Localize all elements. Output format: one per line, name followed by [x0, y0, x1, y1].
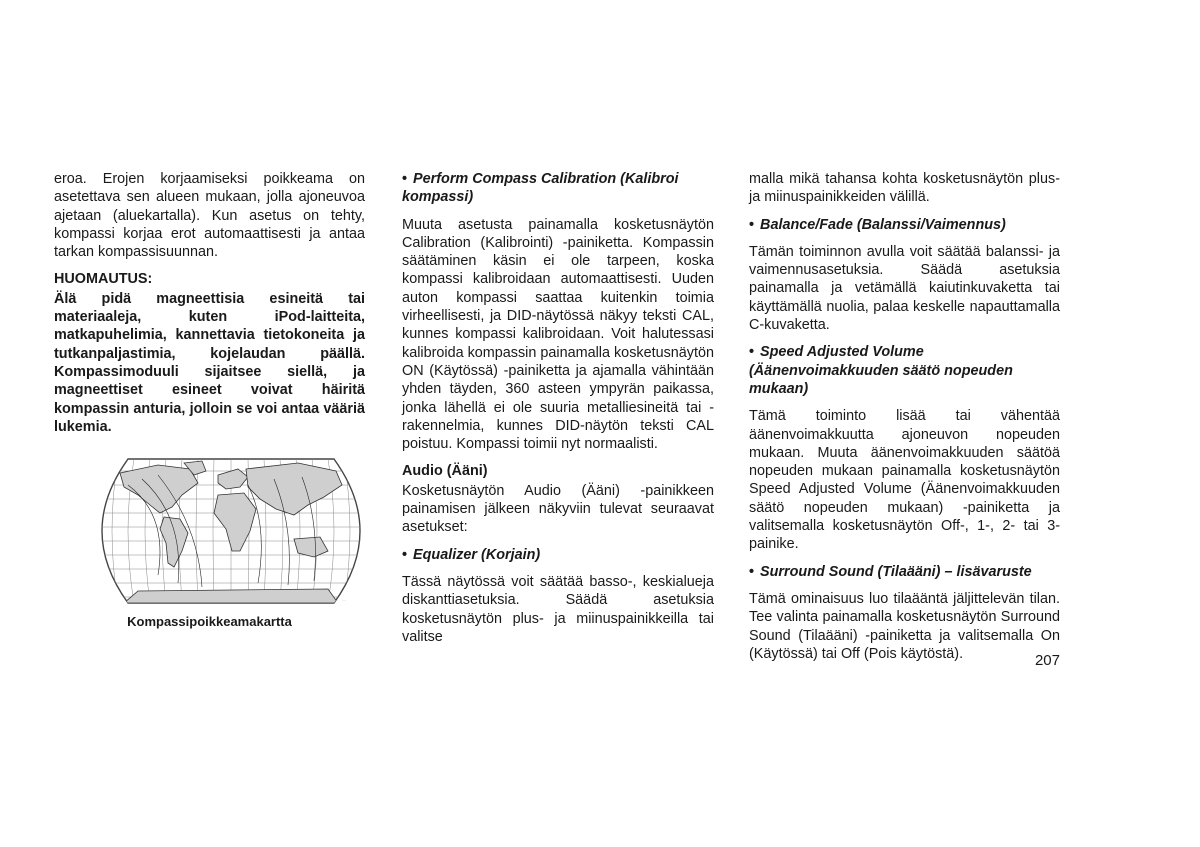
svg-text:····: ····	[342, 598, 346, 602]
bullet-dot: •	[402, 171, 408, 187]
speed-adjusted-volume-paragraph: Tämä toiminto lisää tai vähentää äänenvoimakkuutta ajoneuvon nopeuden mukaan. Muuta äänenvoimakkuuden säätöä nopeuden mukaan painamalla kosketusnäytön Speed Adjusted Volume (Äänenvoimakkuuden säätö nopeuden mukaan) -painiketta ja valitsemalla kosketusnäytön Off-, 1-, 2- tai 3-painike.	[749, 408, 1060, 553]
note-heading: HUOMAUTUS:	[54, 271, 153, 288]
page-number: 207	[1034, 652, 1060, 669]
bullet-label: Surround Sound (Tilaääni) – lisävaruste	[760, 563, 1032, 580]
compass-variance-map	[98, 455, 364, 607]
surround-sound-paragraph: Tämä ominaisuus luo tilaääntä jäljittelevän tilan. Tee valinta painamalla kosketusnäytön Surround Sound (Tilaääni) -painiketta ja valitsemalla On (Käytössä) tai Off (Pois käytöstä).	[749, 590, 1060, 662]
world-map-image	[98, 455, 364, 607]
bullet-surround-sound	[749, 563, 1060, 581]
equalizer-paragraph: Tässä näytössä voit säätää basso-, keskialueja diskanttiasetuksia. Säädä asetuksia kosketusnäytön plus- ja miinuspainikkeilla tai valitse	[402, 573, 714, 645]
intro-paragraph: eroa. Erojen korjaamiseksi poikkeama on asetettava sen alueen mukaan, jolla ajoneuvoa ajetaan (aluekartalla). Kun asetus on tehty, kompassi korjaa erot automaattisesti ja antaa tarkan kompassisuunnan.	[54, 171, 365, 261]
audio-paragraph: Kosketusnäytön Audio (Ääni) -painikkeen painamisen jälkeen näkyviin tulevat seuraavat asetukset:	[402, 482, 714, 536]
figure-caption: Kompassipoikkeamakartta	[127, 614, 292, 629]
audio-heading: Audio (Ääni)	[402, 463, 488, 480]
column-right	[749, 170, 1060, 672]
column-left	[54, 170, 365, 436]
column-middle	[402, 170, 714, 655]
bullet-dot: •	[749, 216, 755, 233]
bullet-speed-adjusted-volume	[749, 343, 1060, 398]
bullet-equalizer	[402, 546, 714, 564]
bullet-balance-fade	[749, 216, 1060, 234]
bullet-label: Balance/Fade (Balanssi/Vaimennus)	[760, 216, 1006, 233]
note-text: Älä pidä magneettisia esineitä tai materiaaleja, kuten iPod-laitteita, matkapuhelimia, kannettavia tietokoneita ja tutkanpaljastimia, kojelaudan päällä. Kompassimoduuli sijaitsee siellä, ja magneettiset esineet voivat häiritä kompassin anturia, jolloin se voi antaa vääriä lukemia.	[54, 290, 365, 435]
bullet-dot: •	[749, 344, 755, 361]
bullet-label: Perform Compass Calibration (Kalibroi kompassi)	[402, 171, 679, 206]
bullet-dot: •	[402, 546, 408, 563]
continued-paragraph: malla mikä tahansa kohta kosketusnäytön plus- ja miinuspainikkeiden välillä.	[749, 171, 1060, 206]
bullet-compass-calibration	[402, 170, 714, 207]
bullet-label: Speed Adjusted Volume (Äänenvoimakkuuden säätö nopeuden mukaan)	[749, 344, 1013, 397]
bullet-dot: •	[749, 563, 755, 580]
compass-calibration-paragraph: Muuta asetusta painamalla kosketusnäytön Calibration (Kalibrointi) -painiketta. Kompassin säätäminen käsin ei ole tarpeen, koska kompassi kalibroidaan automaattisesti. Uuden auton kompassi saattaa kuitenkin toimia virheellisesti, ja DID-näytössä näkyy teksti CAL, kunnes kompassi kalibroidaan. Voit halutessasi kalibroida kompassin painamalla kosketusnäytön ON (Käytössä) -painiketta ja ajamalla vähintään yhden täyden, 360 asteen ympyrän paikassa, jonka lähellä ei ole suuria metalliesineitä tai -rakennelmia, kunnes DID-näytön teksti CAL poistuu. Kompassi toimii nyt normaalisti.	[402, 216, 714, 453]
balance-fade-paragraph: Tämän toiminnon avulla voit säätää balanssi- ja vaimennusasetuksia. Säädä asetuksia painamalla ja vetämällä kaiutinkuvaketta tai käyttämällä nuolia, palaa keskelle napauttamalla C-kuvaketta.	[749, 243, 1060, 334]
bullet-label: Equalizer (Korjain)	[413, 546, 541, 563]
